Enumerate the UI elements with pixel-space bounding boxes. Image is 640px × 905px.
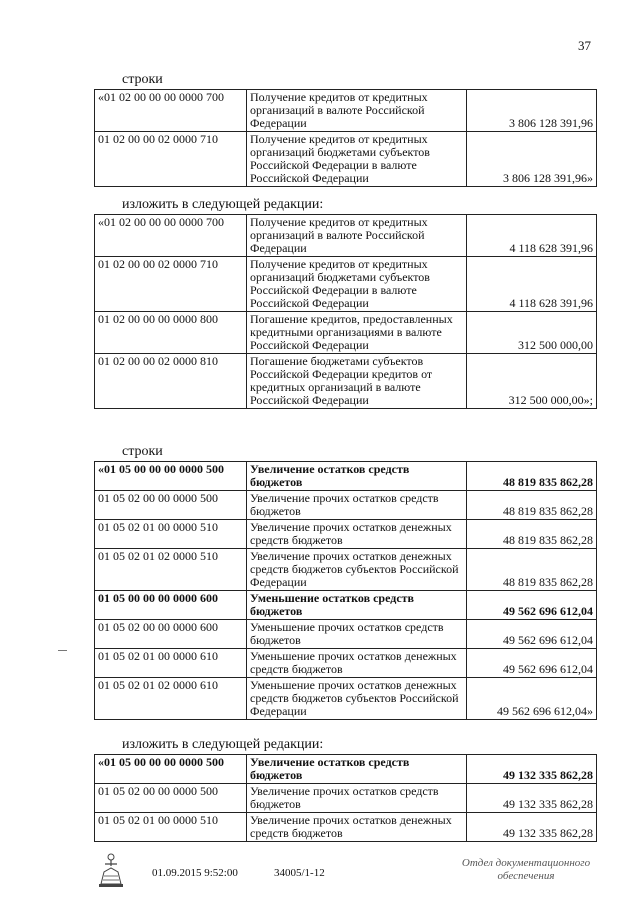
budget-code-cell: «01 05 00 00 00 0000 500	[95, 462, 247, 491]
table-row	[95, 591, 597, 620]
amount-cell: 3 806 128 391,96	[467, 90, 597, 132]
table-row	[95, 462, 597, 491]
amount-cell: 49 132 335 862,28	[467, 755, 597, 784]
row-name-cell: Уменьшение прочих остатков денежных средств бюджетов	[247, 649, 467, 678]
table-row	[95, 132, 597, 187]
amount-cell: 4 118 628 391,96	[467, 215, 597, 257]
amount-cell: 4 118 628 391,96	[467, 257, 597, 312]
budget-code-cell: «01 02 00 00 00 0000 700	[95, 90, 247, 132]
budget-code-cell: 01 02 00 00 02 0000 810	[95, 354, 247, 409]
section-label-strings: строки	[122, 444, 163, 459]
section-label-strings: строки	[122, 72, 163, 87]
amount-cell: 48 819 835 862,28	[467, 491, 597, 520]
row-name-cell: Погашение кредитов, предоставленных кредитными организациями в валюте Российской Федерации	[247, 312, 467, 354]
table-row	[95, 784, 597, 813]
row-name-cell: Увеличение прочих остатков средств бюджетов	[247, 784, 467, 813]
row-name-cell: Получение кредитов от кредитных организаций в валюте Российской Федерации	[247, 215, 467, 257]
budget-code-cell: 01 05 00 00 00 0000 600	[95, 591, 247, 620]
table-row	[95, 257, 597, 312]
amount-cell: 3 806 128 391,96»	[467, 132, 597, 187]
table-loans-old	[94, 89, 597, 187]
row-name-cell: Получение кредитов от кредитных организаций бюджетами субъектов Российской Федерации в валюте Российской Федерации	[247, 132, 467, 187]
footer-department-stamp: Отдел документационного обеспечения	[461, 857, 591, 882]
row-name-cell: Увеличение прочих остатков средств бюджетов	[247, 491, 467, 520]
row-name-cell: Уменьшение остатков средств бюджетов	[247, 591, 467, 620]
budget-code-cell: 01 02 00 00 00 0000 800	[95, 312, 247, 354]
table-row	[95, 813, 597, 842]
budget-code-cell: «01 02 00 00 00 0000 700	[95, 215, 247, 257]
row-name-cell: Уменьшение прочих остатков средств бюджетов	[247, 620, 467, 649]
row-name-cell: Увеличение прочих остатков денежных средств бюджетов	[247, 813, 467, 842]
table-row	[95, 354, 597, 409]
table-balances-old	[94, 461, 597, 720]
amount-cell: 49 562 696 612,04	[467, 591, 597, 620]
table-row	[95, 678, 597, 720]
amount-cell: 48 819 835 862,28	[467, 462, 597, 491]
row-name-cell: Получение кредитов от кредитных организаций бюджетами субъектов Российской Федерации в валюте Российской Федерации	[247, 257, 467, 312]
table-row	[95, 755, 597, 784]
budget-code-cell: 01 05 02 00 00 0000 500	[95, 784, 247, 813]
budget-code-cell: 01 05 02 01 00 0000 510	[95, 520, 247, 549]
row-name-cell: Увеличение остатков средств бюджетов	[247, 462, 467, 491]
budget-code-cell: 01 05 02 01 00 0000 610	[95, 649, 247, 678]
budget-code-cell: 01 05 02 00 00 0000 500	[95, 491, 247, 520]
section-label-new-edition: изложить в следующей редакции:	[122, 197, 324, 212]
amount-cell: 49 132 335 862,28	[467, 784, 597, 813]
table-balances-new	[94, 754, 597, 842]
amount-cell: 49 132 335 862,28	[467, 813, 597, 842]
row-name-cell: Погашение бюджетами субъектов Российской Федерации кредитов от кредитных организаций в валюте Российской Федерации	[247, 354, 467, 409]
budget-code-cell: 01 05 02 01 00 0000 510	[95, 813, 247, 842]
amount-cell: 49 562 696 612,04»	[467, 678, 597, 720]
section-label-new-edition: изложить в следующей редакции:	[122, 737, 324, 752]
table-row	[95, 649, 597, 678]
amount-cell: 49 562 696 612,04	[467, 620, 597, 649]
footer-doc-number: 34005/1-12	[274, 867, 325, 879]
page-number: 37	[578, 38, 591, 53]
table-row	[95, 215, 597, 257]
amount-cell: 48 819 835 862,28	[467, 549, 597, 591]
table-loans-new	[94, 214, 597, 409]
amount-cell: 49 562 696 612,04	[467, 649, 597, 678]
amount-cell: 312 500 000,00»;	[467, 354, 597, 409]
row-name-cell: Уменьшение прочих остатков денежных средств бюджетов субъектов Российской Федерации	[247, 678, 467, 720]
row-name-cell: Увеличение прочих остатков денежных средств бюджетов	[247, 520, 467, 549]
table-row	[95, 491, 597, 520]
budget-code-cell: 01 05 02 01 02 0000 510	[95, 549, 247, 591]
margin-mark	[58, 650, 67, 651]
budget-code-cell: 01 05 02 00 00 0000 600	[95, 620, 247, 649]
amount-cell: 48 819 835 862,28	[467, 520, 597, 549]
row-name-cell: Увеличение прочих остатков денежных средств бюджетов субъектов Российской Федерации	[247, 549, 467, 591]
table-row	[95, 90, 597, 132]
table-row	[95, 312, 597, 354]
table-row	[95, 549, 597, 591]
footer-datetime: 01.09.2015 9:52:00	[152, 867, 238, 879]
budget-code-cell: 01 02 00 00 02 0000 710	[95, 132, 247, 187]
table-row	[95, 620, 597, 649]
amount-cell: 312 500 000,00	[467, 312, 597, 354]
budget-code-cell: 01 02 00 00 02 0000 710	[95, 257, 247, 312]
budget-code-cell: 01 05 02 01 02 0000 610	[95, 678, 247, 720]
row-name-cell: Получение кредитов от кредитных организаций в валюте Российской Федерации	[247, 90, 467, 132]
emblem-icon	[96, 850, 126, 890]
row-name-cell: Увеличение остатков средств бюджетов	[247, 755, 467, 784]
table-row	[95, 520, 597, 549]
budget-code-cell: «01 05 00 00 00 0000 500	[95, 755, 247, 784]
